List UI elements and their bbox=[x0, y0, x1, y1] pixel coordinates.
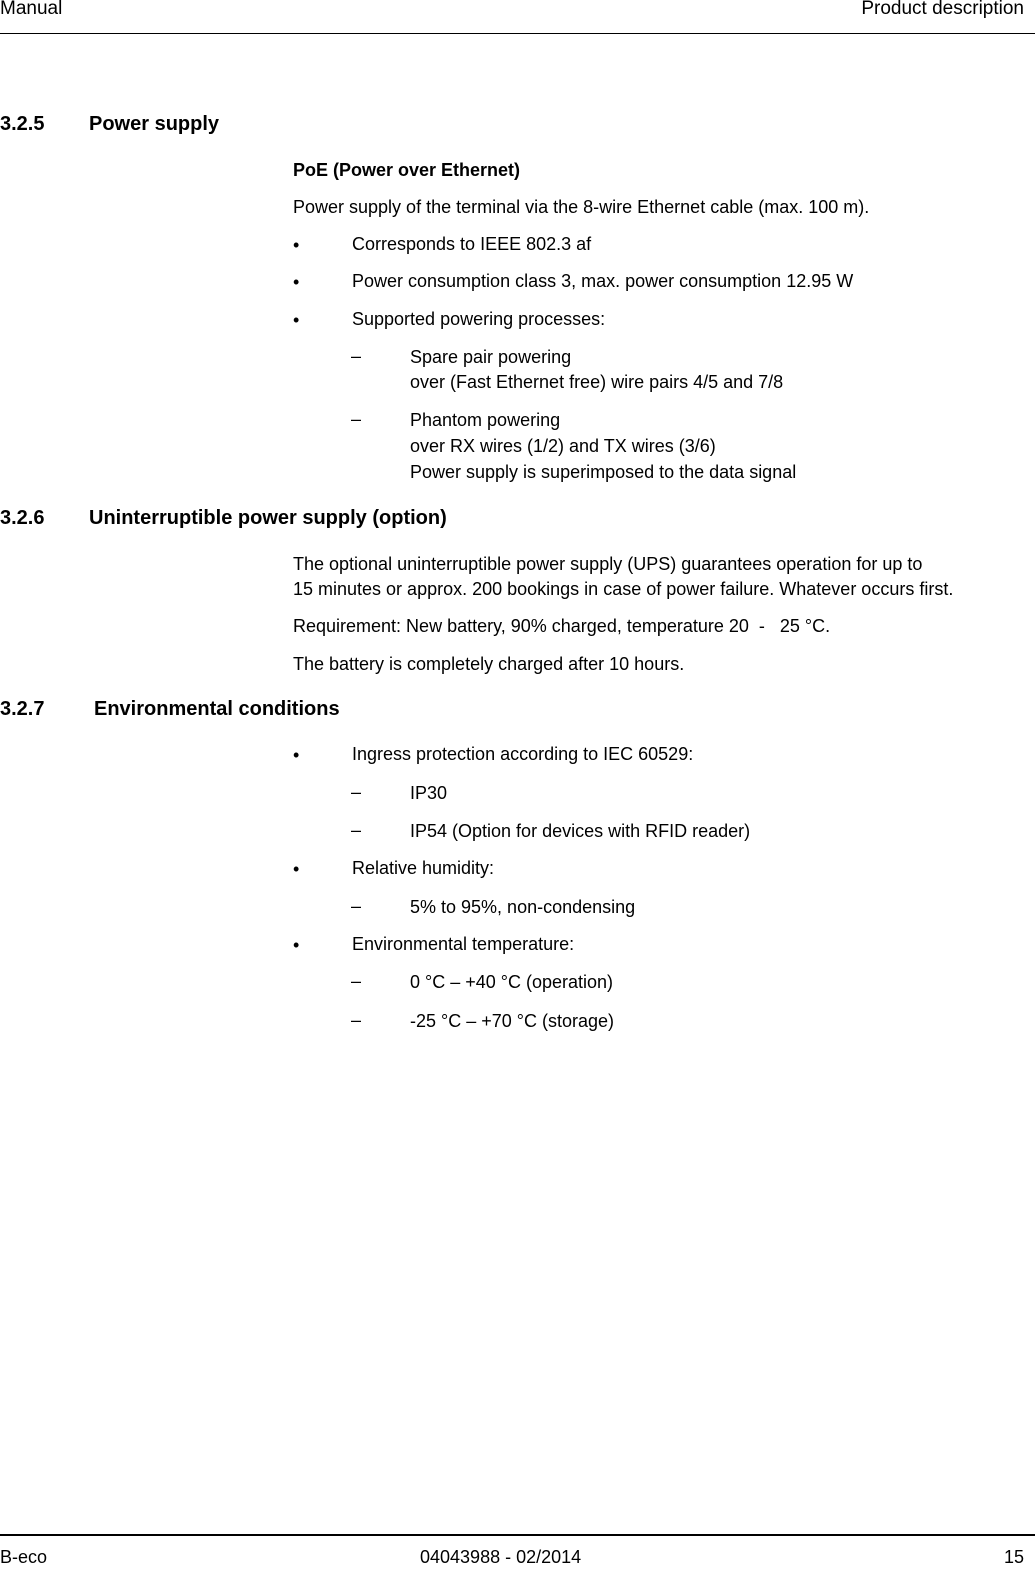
sub-list-item: Spare pair powering bbox=[410, 347, 572, 367]
paragraph-battery: The battery is completely charged after 10 hours. bbox=[293, 654, 685, 674]
footer-rule bbox=[0, 1534, 1035, 1536]
list-item: Environmental temperature: bbox=[352, 934, 575, 954]
sub-list-item: -25 °C – +70 °C (storage) bbox=[410, 1011, 614, 1031]
paragraph-intro: Power supply of the terminal via the 8-wire Ethernet cable (max. 100 m). bbox=[293, 197, 870, 217]
list-item: Relative humidity: bbox=[352, 858, 495, 878]
section-title: Uninterruptible power supply (option) bbox=[89, 507, 447, 529]
footer-doc-number: 04043988 - 02/2014 bbox=[420, 1547, 582, 1567]
dash-marker: – bbox=[351, 782, 362, 802]
dash-marker: – bbox=[351, 409, 362, 429]
section-title: Environmental conditions bbox=[94, 698, 340, 720]
section-number: 3.2.7 bbox=[0, 698, 45, 720]
sub-list-item: IP54 (Option for devices with RFID reader) bbox=[410, 821, 751, 841]
paragraph-ups-line2: 15 minutes or approx. 200 bookings in case of power failure. Whatever occurs first. bbox=[293, 579, 954, 599]
bullet-marker: • bbox=[293, 935, 300, 955]
bullet-marker: • bbox=[293, 272, 300, 292]
header-right: Product description bbox=[861, 0, 1024, 19]
page-number: 15 bbox=[1003, 1547, 1024, 1567]
section-number: 3.2.6 bbox=[0, 507, 45, 529]
sub-list-item: Phantom powering bbox=[410, 410, 561, 430]
sub-list-item: 5% to 95%, non-condensing bbox=[410, 897, 636, 917]
sub-list-item: IP30 bbox=[410, 783, 448, 803]
sub-list-item-continuation: Power supply is superimposed to the data signal bbox=[410, 462, 797, 482]
subheading-poe: PoE (Power over Ethernet) bbox=[293, 160, 521, 180]
bullet-marker: • bbox=[293, 310, 300, 330]
dash-marker: – bbox=[351, 896, 362, 916]
list-item: Power consumption class 3, max. power consumption 12.95 W bbox=[352, 271, 854, 291]
sub-list-item-continuation: over RX wires (1/2) and TX wires (3/6) bbox=[410, 436, 716, 456]
dash-marker: – bbox=[351, 1010, 362, 1030]
list-item: Supported powering processes: bbox=[352, 309, 606, 329]
footer-product: B-eco bbox=[0, 1547, 48, 1567]
list-item: Corresponds to IEEE 802.3 af bbox=[352, 234, 592, 254]
bullet-marker: • bbox=[293, 859, 300, 879]
section-number: 3.2.5 bbox=[0, 113, 45, 135]
dash-marker: – bbox=[351, 346, 362, 366]
bullet-marker: • bbox=[293, 235, 300, 255]
paragraph-ups-line1: The optional uninterruptible power supply (UPS) guarantees operation for up to bbox=[293, 554, 923, 574]
sub-list-item: 0 °C – +40 °C (operation) bbox=[410, 972, 614, 992]
sub-list-item-continuation: over (Fast Ethernet free) wire pairs 4/5 and 7/8 bbox=[410, 372, 784, 392]
section-title: Power supply bbox=[89, 113, 220, 135]
list-item: Ingress protection according to IEC 60529: bbox=[352, 744, 694, 764]
dash-marker: – bbox=[351, 820, 362, 840]
header-left: Manual bbox=[0, 0, 63, 19]
paragraph-requirement: Requirement: New battery, 90% charged, temperature 20 - 25 °C. bbox=[293, 616, 831, 636]
bullet-marker: • bbox=[293, 745, 300, 765]
header-rule bbox=[0, 33, 1035, 34]
dash-marker: – bbox=[351, 971, 362, 991]
